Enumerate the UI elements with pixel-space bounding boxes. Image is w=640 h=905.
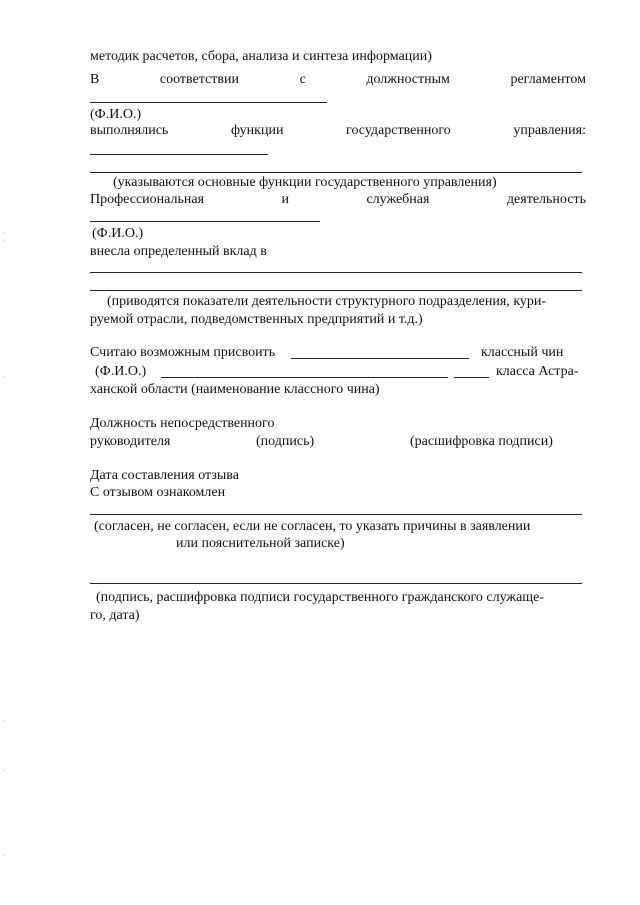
assign-name-blank[interactable] (291, 358, 469, 359)
scan-speck (4, 855, 5, 856)
contribution-text: внесла определенный вклад в (90, 244, 267, 259)
word: должностным (366, 72, 450, 87)
review-acquainted: С отзывом ознакомлен (90, 485, 226, 500)
fio-caption: (Ф.И.О.) (90, 107, 142, 122)
word: и (281, 192, 289, 207)
word: функции (230, 123, 284, 138)
fio-blank-line[interactable] (90, 102, 327, 103)
scan-speck (4, 240, 5, 241)
functions-line (90, 123, 586, 139)
assign-line-3: ханской области (наименование классного чина) (90, 382, 380, 397)
scan-speck (4, 376, 5, 377)
word: Профессиональная (90, 192, 205, 207)
contribution-blank-line-2[interactable] (90, 290, 582, 291)
assign-klass: класса Астра- (496, 364, 579, 379)
final-blank-line[interactable] (90, 583, 582, 584)
word: с (299, 72, 306, 87)
functions-blank-line[interactable] (90, 154, 268, 155)
activity-fio-blank-line[interactable] (90, 221, 320, 222)
signature-caption: (подпись) (256, 434, 315, 449)
final-caption-line-2: го, дата) (90, 608, 140, 623)
word: соответствии (159, 72, 240, 87)
word: выполнялись (90, 123, 169, 138)
activity-line (90, 192, 586, 208)
intro-line-1: методик расчетов, сбора, анализа и синтеза информации) (90, 49, 432, 64)
functions-caption: (указываются основные функции государственного управления) (113, 175, 497, 190)
review-date: Дата составления отзыва (90, 468, 239, 483)
decoding-caption: (расшифровка подписи) (410, 434, 553, 449)
activity-caption-line-2: руемой отрасли, подведомственных предприятий и т.д.) (90, 312, 423, 327)
assign-class-blank[interactable] (454, 377, 489, 378)
contribution-blank-line-1[interactable] (90, 272, 582, 273)
intro-line-2 (90, 72, 586, 88)
supervisor-position: Должность непосредственного (90, 416, 275, 431)
word: служебная (366, 192, 430, 207)
scan-speck (4, 720, 5, 721)
activity-fio-caption: (Ф.И.О.) (92, 226, 144, 241)
assign-fio: (Ф.И.О.) (95, 364, 147, 379)
word: государственного (346, 123, 451, 138)
word: деятельность (506, 192, 586, 207)
word: регламентом (510, 72, 586, 87)
functions-blank-line-2[interactable] (90, 172, 582, 173)
word: В (90, 72, 100, 87)
review-blank-line[interactable] (90, 514, 582, 515)
review-caption-line-2: или пояснительной записке) (176, 536, 345, 551)
word: управления: (513, 123, 586, 138)
assign-chin: классный чин (481, 345, 564, 360)
assign-rank-blank[interactable] (161, 377, 448, 378)
review-caption-line-1: (согласен, не согласен, если не согласен, то указать причины в заявлении (94, 519, 531, 534)
scan-speck (4, 232, 5, 233)
activity-caption-line-1: (приводятся показатели деятельности структурного подразделения, кури- (107, 294, 547, 309)
assign-lead: Считаю возможным присвоить (90, 345, 276, 360)
final-caption-line-1: (подпись, расшифровка подписи государственного гражданского служаще- (96, 590, 544, 605)
scan-speck (4, 770, 5, 771)
supervisor-label: руководителя (90, 434, 171, 449)
